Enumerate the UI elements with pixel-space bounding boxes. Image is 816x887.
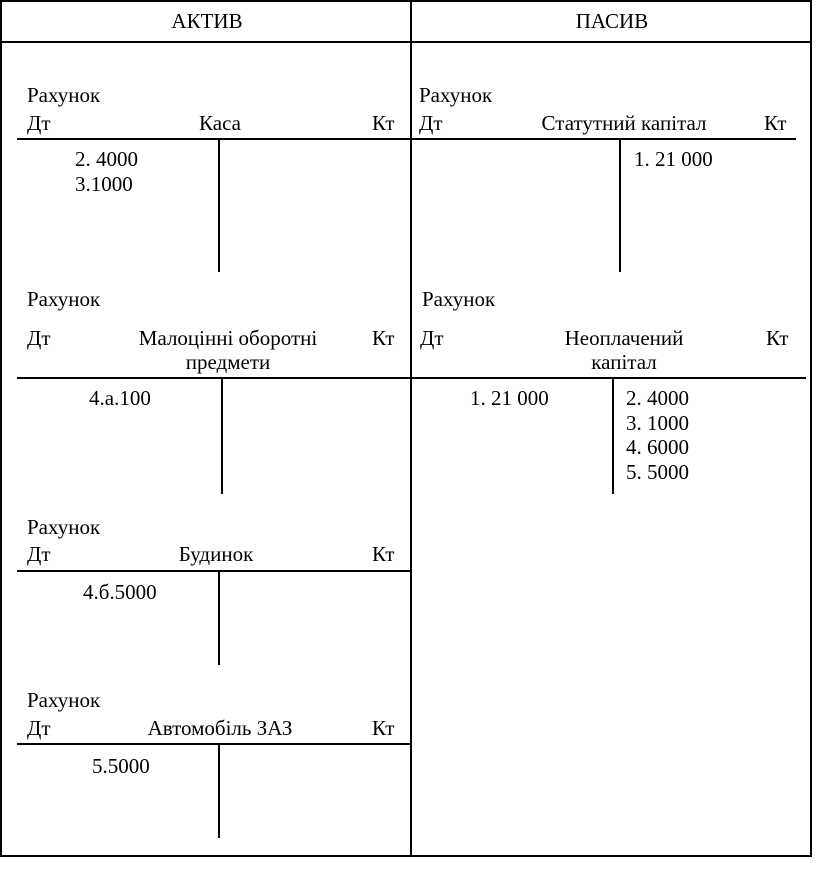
header-active: АКТИВ [171,9,243,33]
t-account-vertical-line [218,570,220,665]
header-divider [0,41,812,43]
debit-entry: 4.а.100 [89,386,151,410]
credit-label: Кт [372,716,395,740]
account-title-unpaid-line1: Неоплачений [564,326,684,350]
debit-entry: 3.1000 [75,171,133,196]
account-title-malo-line1: Малоцінні оборотні [138,326,318,350]
t-account-top-line [17,138,410,140]
credit-entry: 4. 6000 [626,435,689,459]
debit-entries-kasa [75,147,138,196]
account-title-malo-line2: предмети [185,350,271,374]
account-label: Рахунок [27,688,101,712]
debit-entries-auto [92,754,150,779]
debit-entries-budynok [83,580,157,605]
credit-label: Кт [372,542,395,566]
t-account-vertical-line [612,377,614,494]
credit-entry: 3. 1000 [626,410,689,435]
t-account-top-line [17,570,410,572]
credit-label: Кт [372,111,395,135]
center-divider [410,0,412,857]
debit-label: Дт [420,326,444,350]
t-account-vertical-line [619,138,621,272]
t-account-top-line [17,743,410,745]
t-account-vertical-line [221,377,223,494]
account-title-kasa: Каса [199,111,241,135]
debit-entries-malo [89,386,151,411]
debit-entry: 4.б.5000 [83,580,157,604]
account-title-auto: Автомобіль ЗАЗ [147,716,293,740]
debit-label: Дт [419,111,443,135]
debit-label: Дт [27,716,51,740]
account-label: Рахунок [27,83,101,107]
credit-entries-capital [634,147,713,172]
credit-entry: 1. 21 000 [634,147,713,171]
account-label: Рахунок [422,287,496,311]
account-label: Рахунок [27,287,101,311]
account-title-unpaid-line2: капітал [591,350,657,374]
credit-entry: 5. 5000 [626,459,689,484]
debit-entry: 2. 4000 [75,147,138,171]
account-title-capital: Статутний капітал [541,111,707,135]
t-account-top-line [412,138,796,140]
credit-label: Кт [766,326,789,350]
header-passive: ПАСИВ [575,9,649,33]
credit-entry: 2. 4000 [626,386,689,410]
credit-label: Кт [764,111,787,135]
t-account-top-line [412,377,806,379]
credit-label: Кт [372,326,395,350]
credit-entries-unpaid [626,386,689,484]
account-label: Рахунок [419,83,493,107]
t-account-vertical-line [218,138,220,272]
account-title-budynok: Будинок [178,542,254,566]
debit-label: Дт [27,326,51,350]
t-account-vertical-line [218,743,220,838]
debit-entry: 1. 21 000 [470,386,549,410]
t-account-top-line [17,377,410,379]
debit-entry: 5.5000 [92,754,150,778]
debit-entries-unpaid [470,386,549,411]
account-label: Рахунок [27,515,101,539]
debit-label: Дт [27,542,51,566]
debit-label: Дт [27,111,51,135]
